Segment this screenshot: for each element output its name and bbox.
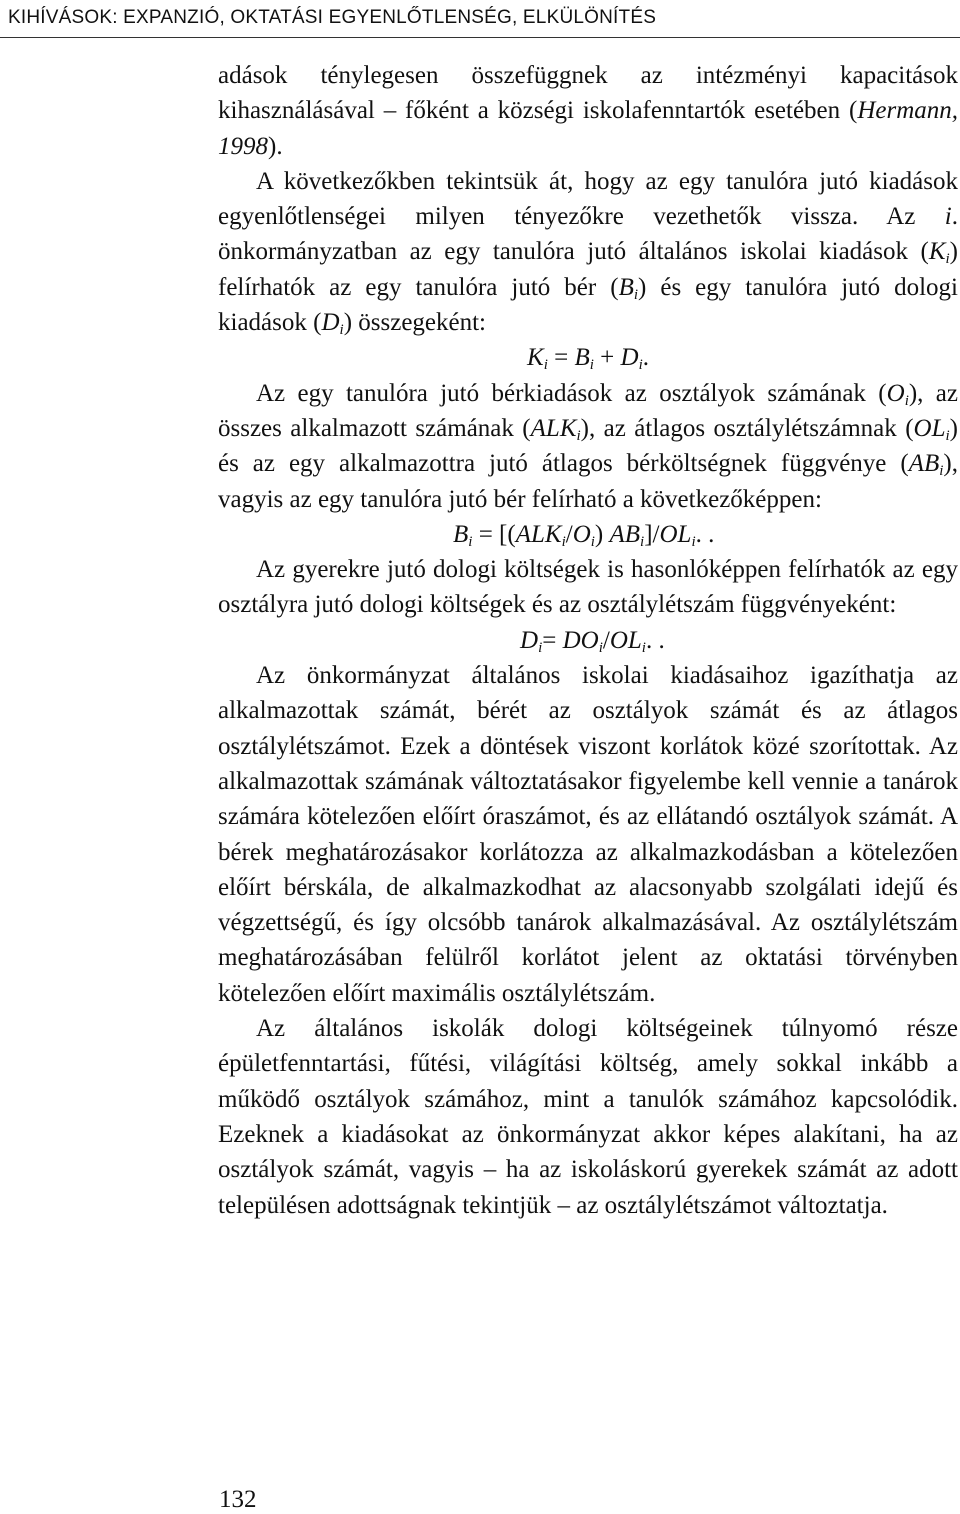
article-body [218, 58, 958, 1223]
paragraph-5: Az önkormányzat általános iskolai kiadásaihoz igazíthatja az alkalmazottak számát, bérét az osztályok számát és az átlagos osztálylétszámot. Ezek a döntések viszont korlátok közé szorítottak. Az alkalmazottak számának változtatásakor figyelembe kell vennie a tanárok számára kötelezően előírt óraszámot, és az ellátandó osztályok számát. A bérek meghatározásakor korlátozza az alkalmazkodásban a kötelezően előírt bérskála, de alkalmazkodhat az alacsonyabb szolgálati idejű és végzettségű, és így olcsóbb tanárok alkalmazásával. Az osztálylétszám meghatározásában felülről korlátot jelent az oktatási törvényben kötelezően előírt maximális osztálylétszám. [218, 662, 958, 1007]
citation: Hermann, 1998 [218, 97, 958, 160]
paragraph-1: adások ténylegesen összefüggnek az intézményi kapacitások kihasználásával – főként a községi iskolafenntartók esetében (Hermann, 1998). [218, 62, 958, 160]
formula-wage-expenditure: $B_i = [(ALK_i/O_i)$ $AB_i]/OL_i$. . [453, 520, 715, 550]
page-number: 132 [219, 1486, 257, 1513]
formula-material-expenditure: $D_i= DO_i/OL_i$. . [520, 626, 665, 656]
paragraph-6: Az általános iskolák dologi költségeinek túlnyomó része épületfenntartási, fűtési, világítási költség, amely sokkal inkább a működő osztályok számához, mint a tanulók számához kapcsolódik. Ezeknek a kiadásokat az önkormányzat akkor képes alakítani, ha az osztályok számát, vagyis – ha az iskoláskorú gyerekek számát az adott településen adottságnak tekintjük – az osztálylétszámot változtatja. [218, 1015, 958, 1219]
paragraph-4: Az gyerekre jutó dologi költségek is hasonlóképpen felírhatók az egy osztályra jutó dologi költségek és az osztálylétszám függvényeként: [218, 556, 958, 619]
paragraph-3: Az egy tanulóra jutó bérkiadások az osztályok számának $(O_i)$, az összes alkalmazott számának $(ALK_i)$, az átlagos osztálylétszámnak $(OL_i)$ és az egy alkalmazottra jutó átlagos bérköltségnek függvénye $(AB_i)$, vagyis az egy tanulóra jutó bér felírható a következőképpen: [218, 379, 958, 513]
running-header: KIHÍVÁSOK: EXPANZIÓ, OKTATÁSI EGYENLŐTLENSÉG, ELKÜLÖNÍTÉS [0, 0, 960, 38]
paragraph-2: A következőkben tekintsük át, hogy az egy tanulóra jutó kiadások egyenlőtlenségei milyen tényezőkre vezethetők vissza. Az i. önkormányzatban az egy tanulóra jutó általános iskolai kiadások $(K_i)$ felírhatók az egy tanulóra jutó bér $(B_i)$ és egy tanulóra jutó dologi kiadások $(D_i)$ összegeként: [218, 167, 958, 339]
formula-total-expenditure: $K_i = B_i + D_i$. [527, 344, 650, 374]
